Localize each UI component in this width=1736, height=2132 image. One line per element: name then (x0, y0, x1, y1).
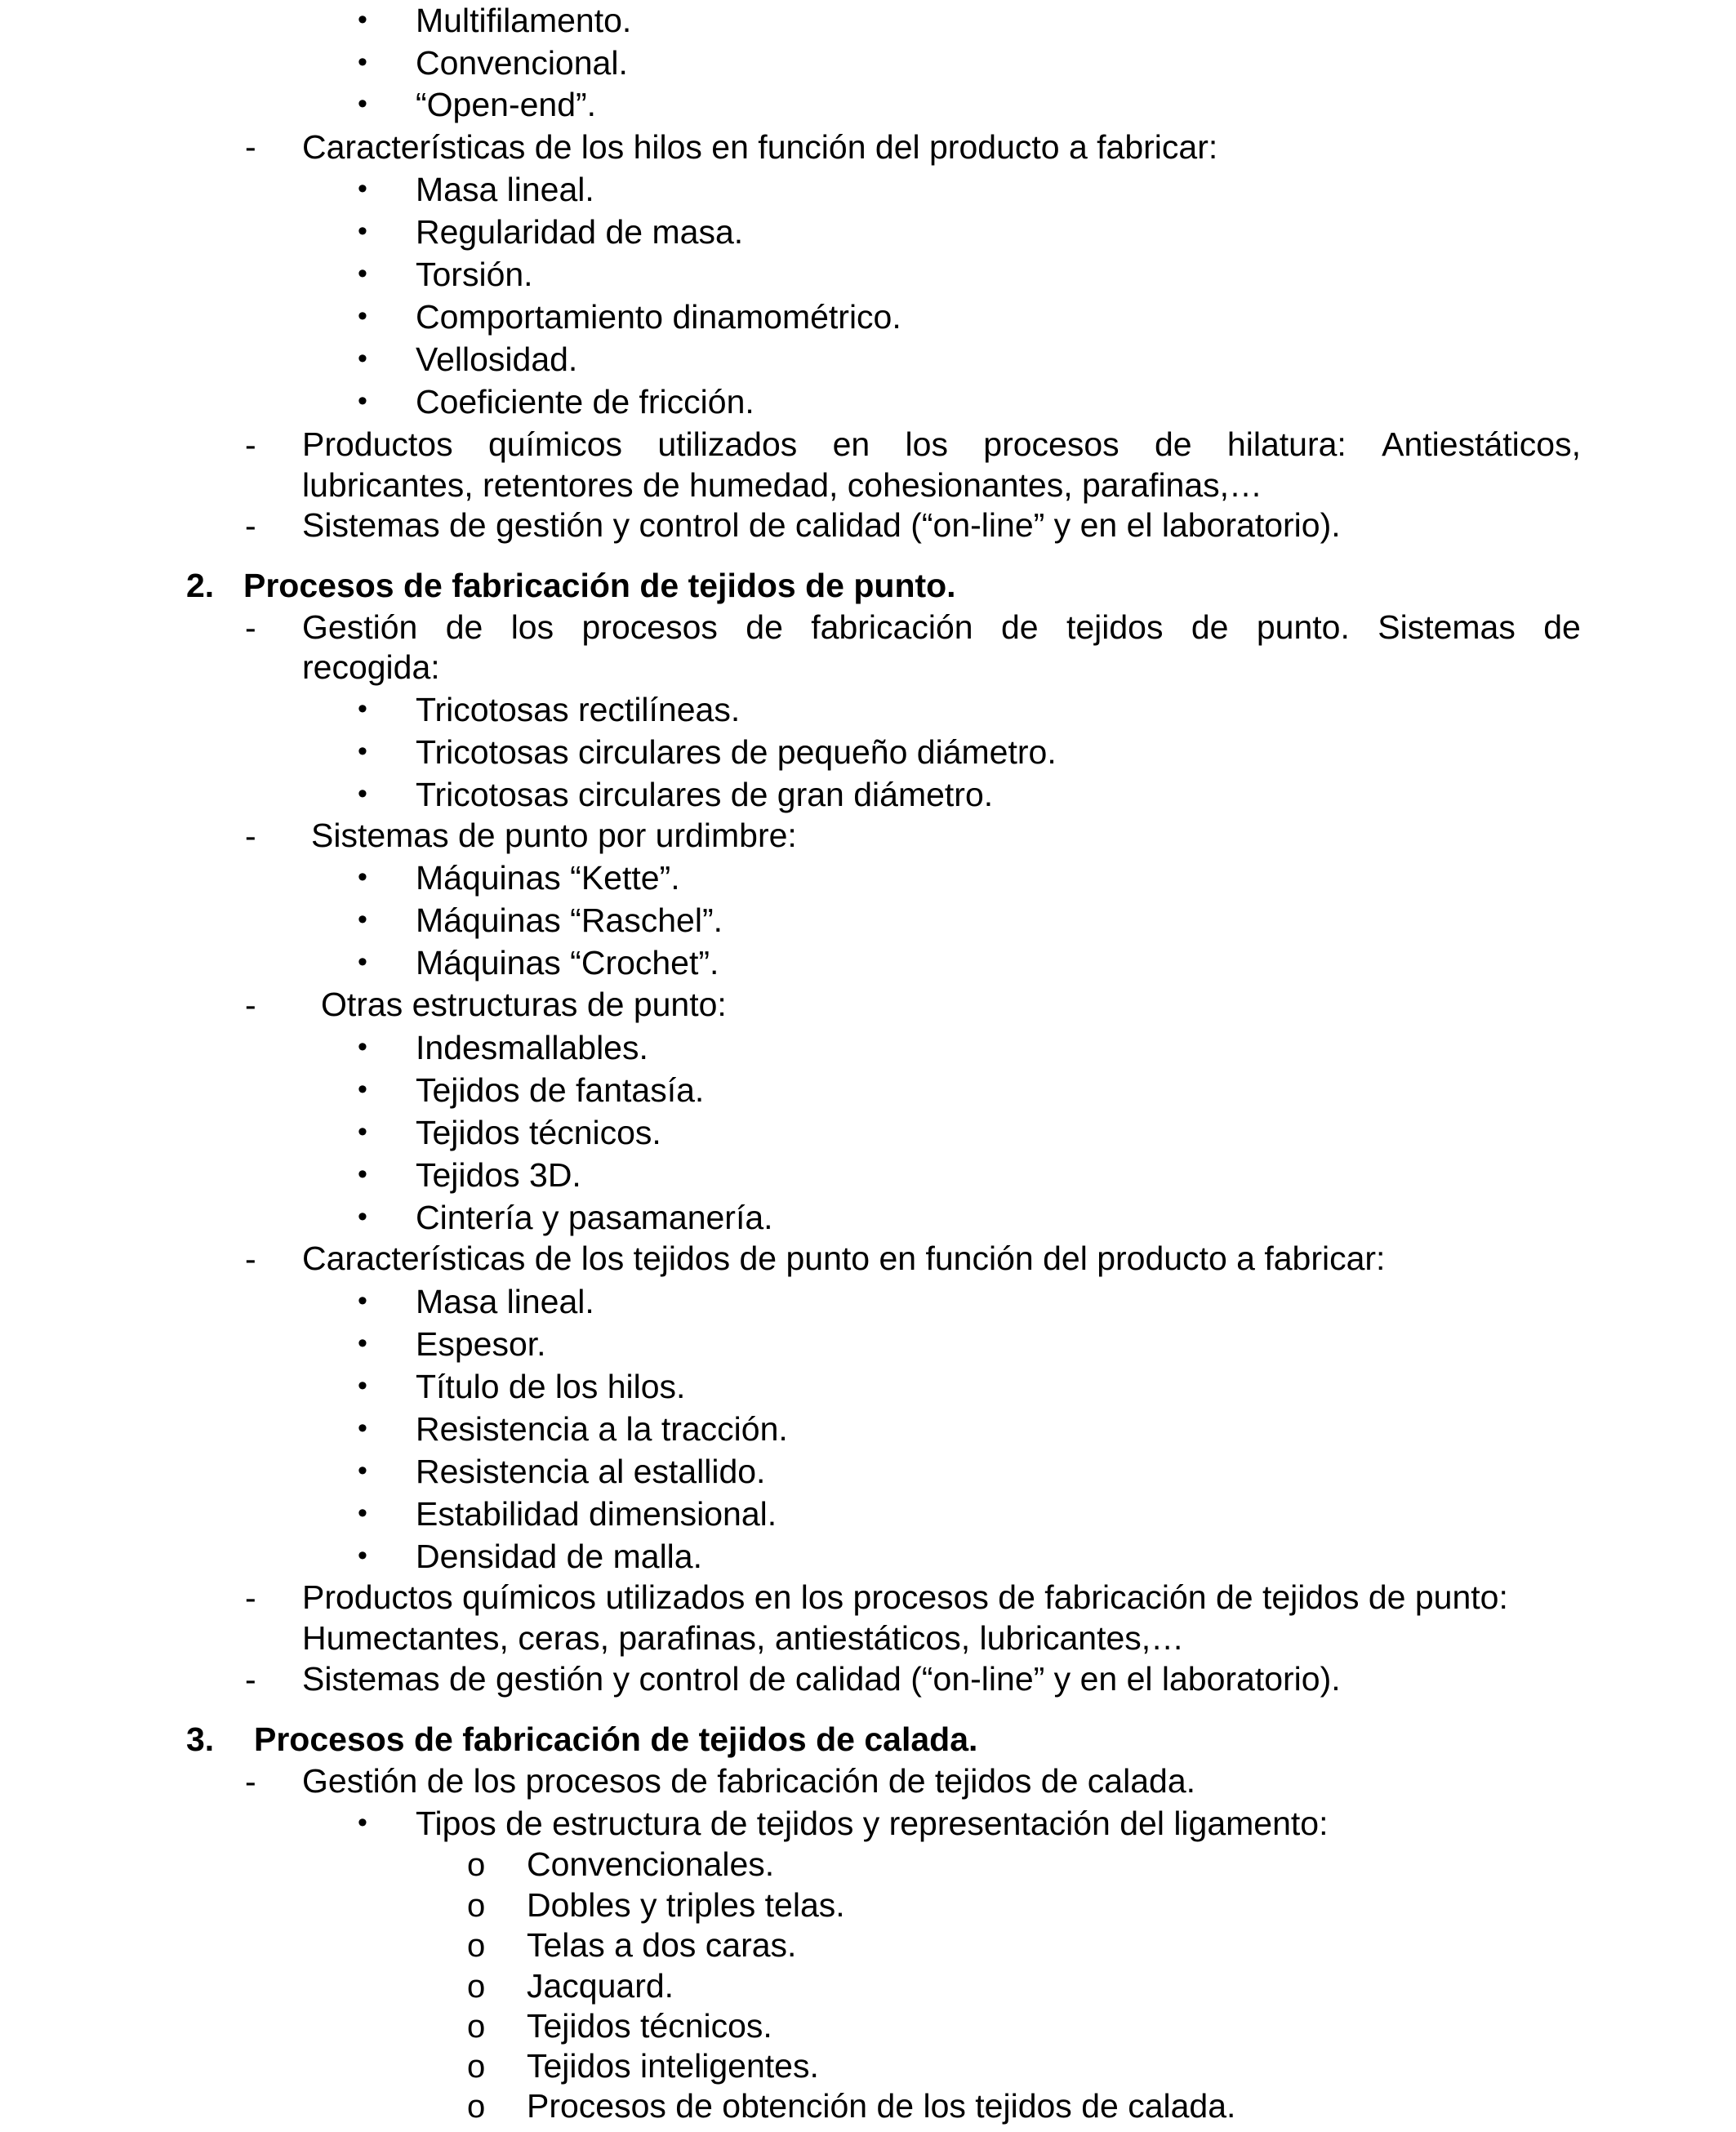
bullet-marker: • (358, 1540, 367, 1571)
word: de (445, 608, 483, 646)
list-item: Tejidos inteligentes. (527, 2047, 819, 2085)
word: Sistemas (1378, 608, 1516, 646)
bullet-marker: • (358, 1370, 367, 1401)
list-item: Indesmallables. (416, 1029, 648, 1066)
bullet-marker: • (358, 1116, 367, 1147)
circle-marker: o (467, 1888, 486, 1924)
word: químicos (487, 425, 622, 463)
bullet-marker: • (358, 1413, 367, 1444)
word: de (746, 608, 783, 646)
section-heading: Procesos de fabricación de tejidos de punto. (243, 567, 956, 604)
bullet-marker: • (358, 946, 367, 977)
list-item: Máquinas “Raschel”. (416, 901, 723, 939)
list-item: Masa lineal. (416, 171, 594, 208)
word: de (1543, 608, 1581, 646)
list-item: Características de los tejidos de punto en función del producto a fabricar: (302, 1240, 1386, 1277)
circle-marker: o (467, 2049, 486, 2085)
list-item: Máquinas “Kette”. (416, 859, 680, 897)
list-item: Multifilamento. (416, 2, 632, 39)
bullet-marker: • (358, 736, 367, 767)
bullet-marker: • (358, 1328, 367, 1359)
word: los (510, 608, 554, 646)
word: punto. (1256, 608, 1350, 646)
bullet-marker: • (358, 258, 367, 289)
list-item: Tejidos técnicos. (416, 1114, 661, 1151)
list-item: Otras estructuras de punto: (321, 986, 727, 1023)
list-item: Tricotosas circulares de gran diámetro. (416, 776, 994, 813)
list-item: Cintería y pasamanería. (416, 1199, 773, 1236)
list-item: Convencionales. (527, 1845, 775, 1883)
list-item: Máquinas “Crochet”. (416, 944, 719, 981)
circle-marker: o (467, 1928, 486, 1964)
list-item-continuation: recogida: (302, 648, 440, 686)
list-item: Vellosidad. (416, 340, 578, 378)
list-item: Sistemas de punto por urdimbre: (311, 817, 797, 854)
list-item: Procesos de obtención de los tejidos de calada. (527, 2087, 1236, 2125)
circle-marker: o (467, 1847, 486, 1883)
list-item-continuation: lubricantes, retentores de humedad, cohesionantes, parafinas,… (302, 466, 1263, 504)
dash-marker: - (245, 1763, 256, 1800)
bullet-marker: • (358, 778, 367, 809)
section-number: 2. (186, 567, 215, 604)
dash-marker: - (245, 1579, 256, 1617)
justified-line (302, 608, 1581, 646)
bullet-marker: • (358, 385, 367, 416)
bullet-marker: • (358, 1455, 367, 1486)
list-item: Coeficiente de fricción. (416, 383, 754, 421)
bullet-marker: • (358, 1031, 367, 1062)
word: de (1191, 608, 1229, 646)
list-item: Jacquard. (527, 1967, 674, 2005)
list-item: Características de los hilos en función del producto a fabricar: (302, 128, 1218, 166)
bullet-marker: • (358, 343, 367, 374)
word: procesos (581, 608, 718, 646)
list-item: Tejidos 3D. (416, 1156, 581, 1194)
dash-marker: - (245, 1240, 256, 1278)
word: de (1154, 425, 1192, 463)
list-item: Resistencia a la tracción. (416, 1410, 788, 1448)
circle-marker: o (467, 2089, 486, 2125)
section-number: 3. (186, 1720, 215, 1758)
bullet-marker: • (358, 904, 367, 935)
dash-marker: - (245, 426, 256, 464)
list-item: Tricotosas circulares de pequeño diámetro. (416, 733, 1057, 771)
list-item: Torsión. (416, 256, 533, 293)
bullet-marker: • (358, 300, 367, 332)
list-item: Sistemas de gestión y control de calidad (“on-line” y en el laboratorio). (302, 506, 1341, 544)
list-item: Tejidos técnicos. (527, 2007, 772, 2045)
justified-line (302, 425, 1581, 463)
bullet-marker: • (358, 173, 367, 204)
list-item: Telas a dos caras. (527, 1926, 797, 1964)
dash-marker: - (245, 609, 256, 647)
bullet-marker: • (358, 216, 367, 247)
list-item: Título de los hilos. (416, 1368, 686, 1405)
word: en (832, 425, 870, 463)
circle-marker: o (467, 1969, 486, 2005)
list-item: “Open-end”. (416, 86, 597, 123)
word: procesos (983, 425, 1119, 463)
list-item: Estabilidad dimensional. (416, 1495, 777, 1533)
bullet-marker: • (358, 1807, 367, 1838)
list-item: Productos químicos utilizados en los procesos de fabricación de tejidos de punto: (302, 1578, 1508, 1616)
word: fabricación (811, 608, 973, 646)
list-item: Convencional. (416, 44, 628, 82)
dash-marker: - (245, 1661, 256, 1698)
word: los (905, 425, 948, 463)
dash-marker: - (245, 128, 256, 166)
bullet-marker: • (358, 1159, 367, 1190)
word: Productos (302, 425, 453, 463)
bullet-marker: • (358, 1201, 367, 1232)
list-item: Sistemas de gestión y control de calidad (“on-line” y en el laboratorio). (302, 1660, 1341, 1698)
section-heading: Procesos de fabricación de tejidos de calada. (254, 1720, 978, 1758)
list-item: Regularidad de masa. (416, 213, 744, 251)
list-item: Densidad de malla. (416, 1538, 702, 1575)
list-item: Gestión de los procesos de fabricación de tejidos de calada. (302, 1762, 1196, 1800)
word: de (1000, 608, 1039, 646)
bullet-marker: • (358, 1498, 367, 1529)
dash-marker: - (245, 817, 256, 855)
list-item: Masa lineal. (416, 1283, 594, 1320)
list-item: Tricotosas rectilíneas. (416, 691, 741, 728)
list-item: Dobles y triples telas. (527, 1886, 845, 1924)
word: utilizados (657, 425, 798, 463)
word: Antiestáticos, (1382, 425, 1581, 463)
list-item-continuation: Humectantes, ceras, parafinas, antiestáticos, lubricantes,… (302, 1619, 1185, 1657)
dash-marker: - (245, 986, 256, 1024)
bullet-marker: • (358, 1074, 367, 1105)
dash-marker: - (245, 507, 256, 545)
bullet-marker: • (358, 88, 367, 119)
list-item: Tipos de estructura de tejidos y representación del ligamento: (416, 1805, 1329, 1842)
circle-marker: o (467, 2009, 486, 2045)
bullet-marker: • (358, 693, 367, 724)
word: tejidos (1066, 608, 1164, 646)
bullet-marker: • (358, 1285, 367, 1316)
list-item: Tejidos de fantasía. (416, 1071, 705, 1109)
list-item: Espesor. (416, 1325, 546, 1363)
word: Gestión (302, 608, 418, 646)
bullet-marker: • (358, 861, 367, 892)
bullet-marker: • (358, 4, 367, 35)
bullet-marker: • (358, 47, 367, 78)
list-item: Resistencia al estallido. (416, 1453, 766, 1490)
word: hilatura: (1226, 425, 1347, 463)
list-item: Comportamiento dinamométrico. (416, 298, 901, 336)
